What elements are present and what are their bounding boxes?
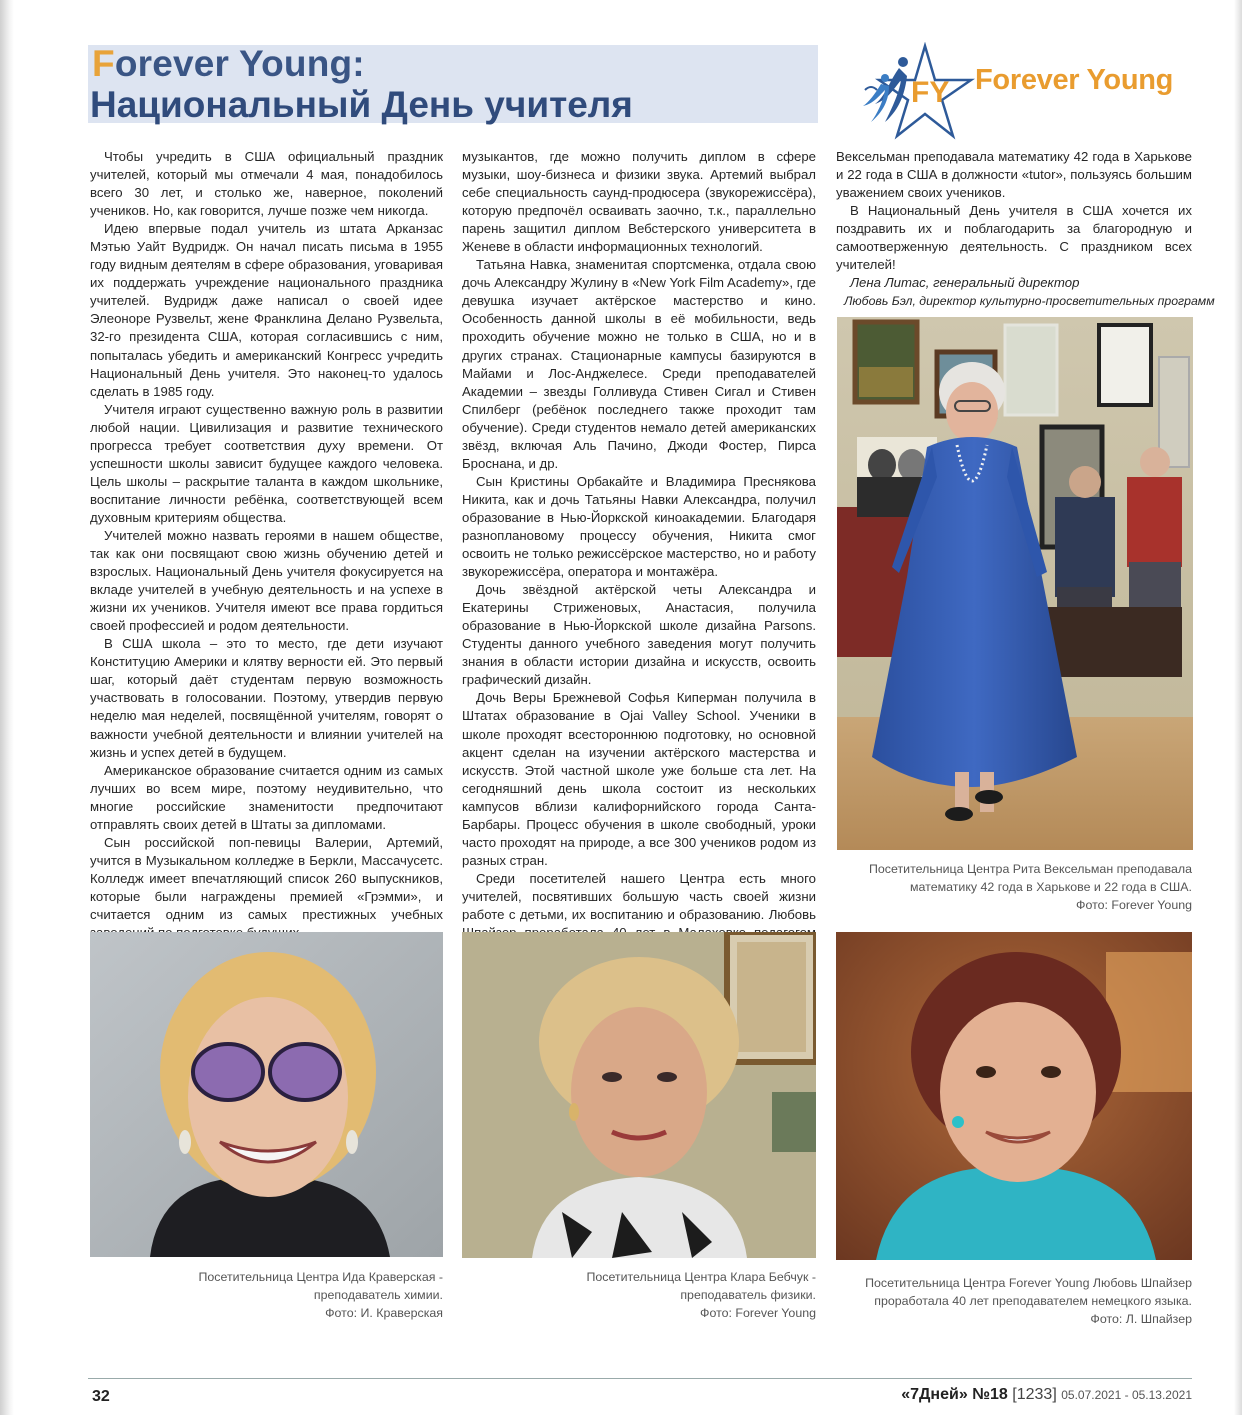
- title-initial-letter: F: [92, 43, 115, 84]
- paragraph: Среди посетителей нашего Центра есть много учителей, посвятивших большую часть своей жизни работе с детьми, их воспитанию и образованию. Любовь: [462, 870, 816, 922]
- caption-klara: [462, 1268, 816, 1322]
- paragraph: Дочь звёздной актёрской четы Александра и Екатерины Стриженовых, Анастасия, получила образование в Нью-Йоркской школе дизайна Parsons. Студенты данного учебного заведения могут получить знания в области истории дизайна и искусств, освоить графический дизайн.: [462, 582, 816, 688]
- photo-lubov-shpaizer: [836, 932, 1192, 1260]
- paragraph: Сын Кристины Орбакайте и Владимира Преснякова Никита, как и дочь Татьяны Навки Александра, получил образование в Нью-Йоркской киноакадемии. Благодаря разноплановому процессу обучения, Никита смог освоить не только режиссёрское мастерство, но и работу звукорежиссёра, оператора и монтажёра.: [462, 473, 816, 580]
- page-title-line2: Национальный День учителя: [90, 84, 633, 125]
- paragraph: Вексельман преподавала математику 42 года в Харькове и 22 года в США в должности «tutor», пользуясь большим уважением своих учеников.: [836, 149, 1192, 201]
- page-edge-shadow: [1234, 0, 1242, 1415]
- footer-divider: [88, 1378, 1192, 1379]
- caption-credit: Фото: Forever Young: [1076, 898, 1192, 912]
- caption-lubov: [836, 1274, 1192, 1328]
- caption-line: Посетительница Центра Клара Бебчук -: [586, 1270, 816, 1284]
- photo-klara-bebchuk: [462, 932, 816, 1258]
- magazine-name: «7Дней»: [901, 1386, 968, 1403]
- photo-rita-vekselman: [837, 317, 1193, 850]
- paragraph: Американское образование считается одним из самых лучших во всем мире, поэтому неудивительно, что многие российские знаменитости предпочитают отправлять своих детей в Штаты за дипломами.: [90, 762, 443, 832]
- signature-director: Лена Литас, генеральный директор: [850, 275, 1080, 291]
- paragraph: В США школа – это то место, где дети изучают Конституцию Америки и клятву верности ей. Это первый шаг, который даёт студентам первую возможность участвовать в голосовании. Поэтому, утвердив первую неделю мая неделей, посвящённой учителям, говорят о важности учебной деятельности и влиянии учителей на жизнь и успех детей в будущем.: [90, 636, 443, 760]
- signature-program-director: Любовь Бэл, директор культурно-просветительных программ: [844, 294, 1215, 309]
- paragraph: Сын российской поп-певицы Валерии, Артемий, учится в Музыкальном колледже в Беркли, Массачусетс. Колледж имеет впечатляющий список 260 выпускников, которые были награждены премией «Грэмми», и считается одним из самых престижных учебных: [90, 834, 443, 922]
- title-line1-text: orever Young:: [114, 43, 365, 84]
- article-column-1: [90, 148, 443, 942]
- caption-line: Посетительница Центра Forever Young Любовь Шпайзер: [865, 1276, 1192, 1290]
- issue-total: [1233]: [1012, 1386, 1057, 1403]
- caption-credit: Фото: Forever Young: [700, 1306, 816, 1320]
- paragraph: В Национальный День учителя в США хочется их поздравить их и поблагодарить за благородную и самоотверженную деятельность. С праздником всех учителей!: [836, 203, 1192, 273]
- caption-credit: Фото: Л. Шпайзер: [1090, 1312, 1192, 1326]
- caption-credit: Фото: И. Краверская: [325, 1306, 443, 1320]
- paragraph: Идею впервые подал учитель из штата Арканзас Мэтью Уайт Вудридж. Он начал писать письма в 1955 году видным деятелям в сфере образования, уговаривая их поддержать учреждение национального праздника учителей. Вудридж даже написал о своей идее Элеоноре Рузвельт, жене Франклина Делано Рузвельта, 32-го президента США, которая согласившись с ним, попыталась убедить и американский Конгресс учредить Национальный День учителя. Это наконец-то удалось сделать в 1985 году.: [90, 221, 443, 399]
- caption-line: математику 42 года в Харькове и 22 года в США.: [910, 880, 1192, 894]
- article-column-2: [462, 148, 816, 978]
- svg-text:FY: FY: [911, 76, 950, 109]
- magazine-issue-info: [901, 1386, 1192, 1404]
- caption-rita: [836, 860, 1192, 914]
- paragraph: Учителя играют существенно важную роль в развитии любой нации. Цивилизация и развитие технического прогресса требует соответствия духу времени. От успешности школы зависит будущее каждого человека. Цель школы – раскрытие таланта в каждом школьнике, воспитание личности ребёнка, соответствующей всем духовным критериям общества.: [90, 401, 443, 525]
- article-column-3: [836, 148, 1215, 310]
- paragraph: Татьяна Навка, знаменитая спортсменка, отдала свою дочь Александру Жулину в «New York Film Academy», где девушка изучает актёрское мастерство и кино. Особенность данной школы в её мобильности, ведь проходить обучение можно не только в США, но и в других странах. Стационарные кампусы базируются в Майами и Лос-Анджелесе. Среди преподавателей Академии – звезды Голливуда Стивен Сигал и Стивен Спилберг (ребёнок последнего также проходит там обучение). Среди студентов немало детей американских звёзд, включая Аль Пачино, Джоди Фостер, Пирса Броснана, и др.: [462, 257, 816, 471]
- caption-ida: [90, 1268, 443, 1322]
- paragraph: Чтобы учредить в США официальный праздник учителей, который мы отмечали 4 мая, понадобилось всего 30 лет, и столько же, наверное, поколений учеников. Но, как говорится, лучше позже чем никогда.: [90, 149, 443, 219]
- paragraph: Дочь Веры Брежневой Софья Киперман получила в Штатах образование в Ojai Valley School. Ученики в школе проходят всестороннюю подготовку, но основной акцент сделан на изучении актёрского мастерства и искусств. Этой частной школе уже больше ста лет. На сегодняшний день школа состоит из нескольких кампусов вблизи калифорнийского города Санта-Барбары. Процесс обучения в школе свободный, уроки часто проходят на природе, а все 300 учеников родом из разных стран.: [462, 690, 816, 868]
- page-number: 32: [92, 1388, 110, 1405]
- caption-line: проработала 40 лет преподавателем немецкого языка.: [874, 1294, 1192, 1308]
- caption-line: Посетительница Центра Ида Краверская -: [198, 1270, 443, 1284]
- caption-line: преподаватель физики.: [680, 1288, 816, 1302]
- page-title-line1: [92, 43, 365, 85]
- caption-line: Посетительница Центра Рита Вексельман преподавала: [869, 862, 1192, 876]
- paragraph: музыкантов, где можно получить диплом в сфере музыки, шоу-бизнеса и физики звука. Артемий выбрал себе специальность саунд-продюсера (звукорежиссёра), которую предпочёл осваивать заочно, т.к., параллельно парень защитил диплом Вебстерского университета в Женеве в области информационных технологий.: [462, 149, 816, 255]
- paragraph: Учителей можно назвать героями в нашем обществе, так как они посвящают свою жизнь обучению детей и взрослых. Национальный День учителя фокусируется на вкладе учителей в учебную деятельность и на успехе в жизни их учеников. Учителя имеют все права гордиться своей профессией и родом деятельности.: [90, 527, 443, 634]
- issue-dates: 05.07.2021 - 05.13.2021: [1061, 1388, 1192, 1402]
- logo-wordmark: Forever Young: [975, 64, 1174, 96]
- caption-line: преподаватель химии.: [313, 1288, 443, 1302]
- photo-ida-kraverskaya: [90, 932, 443, 1257]
- issue-number: №18: [972, 1386, 1008, 1403]
- page-gutter-shadow: [0, 0, 14, 1415]
